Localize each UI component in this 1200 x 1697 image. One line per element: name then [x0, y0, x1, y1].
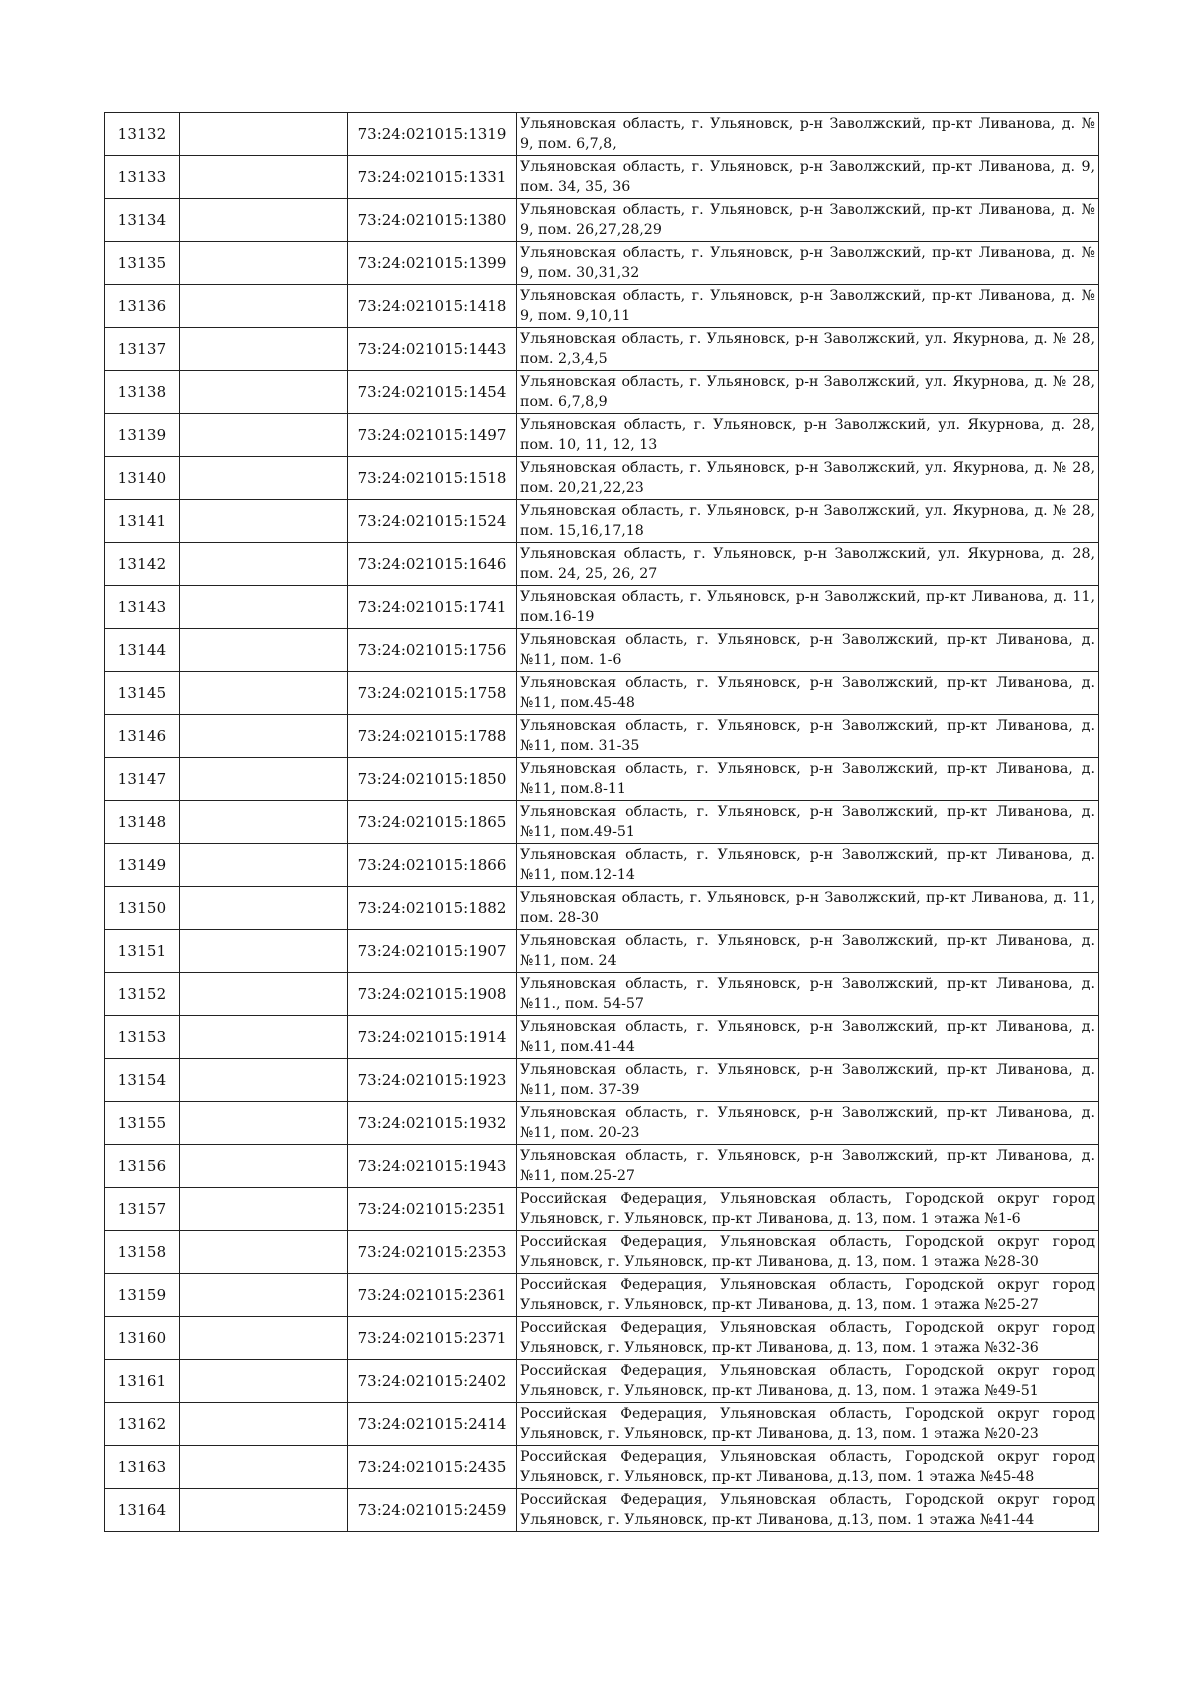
empty-cell: [180, 285, 348, 328]
row-number-cell: 13154: [105, 1059, 180, 1102]
cadastral-number-cell: 73:24:021015:2351: [348, 1188, 517, 1231]
cadastral-number-cell: 73:24:021015:1914: [348, 1016, 517, 1059]
table-body: [105, 113, 1099, 1532]
row-number-cell: 13138: [105, 371, 180, 414]
table-row: [105, 715, 1099, 758]
address-cell: Ульяновская область, г. Ульяновск, р-н Заволжский, ул. Якурнова, д. № 28, пом. 2,3,4,5: [517, 328, 1099, 371]
cadastral-number-cell: 73:24:021015:2353: [348, 1231, 517, 1274]
cadastral-number-cell: 73:24:021015:1524: [348, 500, 517, 543]
cadastral-number-cell: 73:24:021015:1850: [348, 758, 517, 801]
table-row: [105, 457, 1099, 500]
table-row: [105, 371, 1099, 414]
empty-cell: [180, 1274, 348, 1317]
address-cell: Ульяновская область, г. Ульяновск, р-н Заволжский, пр-кт Ливанова, д. №11., пом. 54-57: [517, 973, 1099, 1016]
address-cell: Российская Федерация, Ульяновская область, Городской округ город Ульяновск, г. Ульяновск, пр-кт Ливанова, д.13, пом. 1 этажа №45-48: [517, 1446, 1099, 1489]
address-cell: Российская Федерация, Ульяновская область, Городской округ город Ульяновск, г. Ульяновск, пр-кт Ливанова, д.13, пом. 1 этажа №41-44: [517, 1489, 1099, 1532]
cadastral-number-cell: 73:24:021015:1908: [348, 973, 517, 1016]
address-cell: Ульяновская область, г. Ульяновск, р-н Заволжский, пр-кт Ливанова, д. №11, пом. 20-23: [517, 1102, 1099, 1145]
cadastral-number-cell: 73:24:021015:1518: [348, 457, 517, 500]
address-cell: Ульяновская область, г. Ульяновск, р-н Заволжский, ул. Якурнова, д. № 28, пом. 15,16,17,18: [517, 500, 1099, 543]
empty-cell: [180, 672, 348, 715]
row-number-cell: 13162: [105, 1403, 180, 1446]
cadastral-number-cell: 73:24:021015:1331: [348, 156, 517, 199]
row-number-cell: 13140: [105, 457, 180, 500]
row-number-cell: 13136: [105, 285, 180, 328]
table-row: [105, 1016, 1099, 1059]
row-number-cell: 13161: [105, 1360, 180, 1403]
table-row: [105, 801, 1099, 844]
empty-cell: [180, 715, 348, 758]
row-number-cell: 13135: [105, 242, 180, 285]
cadastral-number-cell: 73:24:021015:2459: [348, 1489, 517, 1532]
cadastral-number-cell: 73:24:021015:2371: [348, 1317, 517, 1360]
empty-cell: [180, 1360, 348, 1403]
address-cell: Ульяновская область, г. Ульяновск, р-н Заволжский, ул. Якурнова, д. № 28, пом. 20,21,22,23: [517, 457, 1099, 500]
property-registry-table: [104, 112, 1099, 1532]
empty-cell: [180, 1188, 348, 1231]
table-row: [105, 1446, 1099, 1489]
address-cell: Ульяновская область, г. Ульяновск, р-н Заволжский, пр-кт Ливанова, д. №11, пом.45-48: [517, 672, 1099, 715]
cadastral-number-cell: 73:24:021015:1788: [348, 715, 517, 758]
table-row: [105, 543, 1099, 586]
row-number-cell: 13150: [105, 887, 180, 930]
row-number-cell: 13158: [105, 1231, 180, 1274]
empty-cell: [180, 414, 348, 457]
table-row: [105, 672, 1099, 715]
cadastral-number-cell: 73:24:021015:1646: [348, 543, 517, 586]
cadastral-number-cell: 73:24:021015:2361: [348, 1274, 517, 1317]
address-cell: Российская Федерация, Ульяновская область, Городской округ город Ульяновск, г. Ульяновск, пр-кт Ливанова, д. 13, пом. 1 этажа №1-6: [517, 1188, 1099, 1231]
row-number-cell: 13160: [105, 1317, 180, 1360]
empty-cell: [180, 887, 348, 930]
table-row: [105, 199, 1099, 242]
empty-cell: [180, 1489, 348, 1532]
row-number-cell: 13143: [105, 586, 180, 629]
address-cell: Ульяновская область, г. Ульяновск, р-н Заволжский, пр-кт Ливанова, д. 9, пом. 34, 35, 36: [517, 156, 1099, 199]
address-cell: Ульяновская область, г. Ульяновск, р-н Заволжский, пр-кт Ливанова, д. №11, пом. 37-39: [517, 1059, 1099, 1102]
cadastral-number-cell: 73:24:021015:1399: [348, 242, 517, 285]
table-row: [105, 500, 1099, 543]
cadastral-number-cell: 73:24:021015:1741: [348, 586, 517, 629]
cadastral-number-cell: 73:24:021015:1380: [348, 199, 517, 242]
row-number-cell: 13144: [105, 629, 180, 672]
row-number-cell: 13155: [105, 1102, 180, 1145]
address-cell: Ульяновская область, г. Ульяновск, р-н Заволжский, пр-кт Ливанова, д. № 9, пом. 30,31,32: [517, 242, 1099, 285]
empty-cell: [180, 930, 348, 973]
table-row: [105, 1188, 1099, 1231]
empty-cell: [180, 500, 348, 543]
table-row: [105, 156, 1099, 199]
cadastral-number-cell: 73:24:021015:1418: [348, 285, 517, 328]
row-number-cell: 13163: [105, 1446, 180, 1489]
empty-cell: [180, 1145, 348, 1188]
empty-cell: [180, 543, 348, 586]
empty-cell: [180, 973, 348, 1016]
cadastral-number-cell: 73:24:021015:1882: [348, 887, 517, 930]
cadastral-number-cell: 73:24:021015:1756: [348, 629, 517, 672]
empty-cell: [180, 1231, 348, 1274]
cadastral-number-cell: 73:24:021015:1454: [348, 371, 517, 414]
table-row: [105, 629, 1099, 672]
row-number-cell: 13145: [105, 672, 180, 715]
table-row: [105, 1059, 1099, 1102]
cadastral-number-cell: 73:24:021015:1943: [348, 1145, 517, 1188]
table-row: [105, 586, 1099, 629]
empty-cell: [180, 844, 348, 887]
address-cell: Российская Федерация, Ульяновская область, Городской округ город Ульяновск, г. Ульяновск, пр-кт Ливанова, д. 13, пом. 1 этажа №25-27: [517, 1274, 1099, 1317]
address-cell: Ульяновская область, г. Ульяновск, р-н Заволжский, пр-кт Ливанова, д. №11, пом.49-51: [517, 801, 1099, 844]
row-number-cell: 13132: [105, 113, 180, 156]
table-row: [105, 1231, 1099, 1274]
cadastral-number-cell: 73:24:021015:1932: [348, 1102, 517, 1145]
address-cell: Ульяновская область, г. Ульяновск, р-н Заволжский, ул. Якурнова, д. № 28, пом. 6,7,8,9: [517, 371, 1099, 414]
row-number-cell: 13139: [105, 414, 180, 457]
row-number-cell: 13146: [105, 715, 180, 758]
cadastral-number-cell: 73:24:021015:1443: [348, 328, 517, 371]
document-page: [104, 112, 1098, 1532]
address-cell: Ульяновская область, г. Ульяновск, р-н Заволжский, пр-кт Ливанова, д. № 9, пом. 6,7,8,: [517, 113, 1099, 156]
empty-cell: [180, 1446, 348, 1489]
address-cell: Российская Федерация, Ульяновская область, Городской округ город Ульяновск, г. Ульяновск, пр-кт Ливанова, д. 13, пом. 1 этажа №49-51: [517, 1360, 1099, 1403]
cadastral-number-cell: 73:24:021015:1923: [348, 1059, 517, 1102]
table-row: [105, 887, 1099, 930]
table-row: [105, 414, 1099, 457]
cadastral-number-cell: 73:24:021015:1907: [348, 930, 517, 973]
empty-cell: [180, 1317, 348, 1360]
table-row: [105, 1274, 1099, 1317]
row-number-cell: 13153: [105, 1016, 180, 1059]
empty-cell: [180, 242, 348, 285]
table-row: [105, 973, 1099, 1016]
address-cell: Российская Федерация, Ульяновская область, Городской округ город Ульяновск, г. Ульяновск, пр-кт Ливанова, д. 13, пом. 1 этажа №32-36: [517, 1317, 1099, 1360]
row-number-cell: 13152: [105, 973, 180, 1016]
cadastral-number-cell: 73:24:021015:1865: [348, 801, 517, 844]
table-row: [105, 1145, 1099, 1188]
address-cell: Ульяновская область, г. Ульяновск, р-н Заволжский, пр-кт Ливанова, д. 11, пом.16-19: [517, 586, 1099, 629]
cadastral-number-cell: 73:24:021015:1866: [348, 844, 517, 887]
empty-cell: [180, 457, 348, 500]
row-number-cell: 13159: [105, 1274, 180, 1317]
table-row: [105, 285, 1099, 328]
address-cell: Ульяновская область, г. Ульяновск, р-н Заволжский, пр-кт Ливанова, д. №11, пом. 1-6: [517, 629, 1099, 672]
address-cell: Ульяновская область, г. Ульяновск, р-н Заволжский, ул. Якурнова, д. 28, пом. 24, 25, 26, 27: [517, 543, 1099, 586]
cadastral-number-cell: 73:24:021015:2402: [348, 1360, 517, 1403]
row-number-cell: 13133: [105, 156, 180, 199]
address-cell: Ульяновская область, г. Ульяновск, р-н Заволжский, пр-кт Ливанова, д. №11, пом.25-27: [517, 1145, 1099, 1188]
cadastral-number-cell: 73:24:021015:1319: [348, 113, 517, 156]
address-cell: Ульяновская область, г. Ульяновск, р-н Заволжский, пр-кт Ливанова, д. 11, пом. 28-30: [517, 887, 1099, 930]
table-row: [105, 113, 1099, 156]
address-cell: Ульяновская область, г. Ульяновск, р-н Заволжский, пр-кт Ливанова, д. № 9, пом. 9,10,11: [517, 285, 1099, 328]
empty-cell: [180, 156, 348, 199]
empty-cell: [180, 113, 348, 156]
table-row: [105, 1403, 1099, 1446]
address-cell: Российская Федерация, Ульяновская область, Городской округ город Ульяновск, г. Ульяновск, пр-кт Ливанова, д. 13, пом. 1 этажа №20-23: [517, 1403, 1099, 1446]
address-cell: Ульяновская область, г. Ульяновск, р-н Заволжский, пр-кт Ливанова, д. №11, пом. 24: [517, 930, 1099, 973]
cadastral-number-cell: 73:24:021015:1497: [348, 414, 517, 457]
table-row: [105, 758, 1099, 801]
row-number-cell: 13157: [105, 1188, 180, 1231]
empty-cell: [180, 199, 348, 242]
cadastral-number-cell: 73:24:021015:2435: [348, 1446, 517, 1489]
table-row: [105, 1102, 1099, 1145]
empty-cell: [180, 1102, 348, 1145]
table-row: [105, 328, 1099, 371]
table-row: [105, 844, 1099, 887]
row-number-cell: 13148: [105, 801, 180, 844]
address-cell: Ульяновская область, г. Ульяновск, р-н Заволжский, ул. Якурнова, д. 28, пом. 10, 11, 12, 13: [517, 414, 1099, 457]
empty-cell: [180, 1016, 348, 1059]
table-row: [105, 1360, 1099, 1403]
empty-cell: [180, 801, 348, 844]
table-row: [105, 930, 1099, 973]
row-number-cell: 13156: [105, 1145, 180, 1188]
row-number-cell: 13134: [105, 199, 180, 242]
row-number-cell: 13147: [105, 758, 180, 801]
cadastral-number-cell: 73:24:021015:1758: [348, 672, 517, 715]
row-number-cell: 13142: [105, 543, 180, 586]
row-number-cell: 13149: [105, 844, 180, 887]
address-cell: Ульяновская область, г. Ульяновск, р-н Заволжский, пр-кт Ливанова, д. №11, пом.12-14: [517, 844, 1099, 887]
empty-cell: [180, 371, 348, 414]
table-row: [105, 1489, 1099, 1532]
address-cell: Ульяновская область, г. Ульяновск, р-н Заволжский, пр-кт Ливанова, д. №11, пом.8-11: [517, 758, 1099, 801]
row-number-cell: 13164: [105, 1489, 180, 1532]
address-cell: Ульяновская область, г. Ульяновск, р-н Заволжский, пр-кт Ливанова, д. №11, пом.41-44: [517, 1016, 1099, 1059]
empty-cell: [180, 328, 348, 371]
address-cell: Ульяновская область, г. Ульяновск, р-н Заволжский, пр-кт Ливанова, д. №11, пом. 31-35: [517, 715, 1099, 758]
table-row: [105, 1317, 1099, 1360]
address-cell: Ульяновская область, г. Ульяновск, р-н Заволжский, пр-кт Ливанова, д. № 9, пом. 26,27,28,29: [517, 199, 1099, 242]
row-number-cell: 13137: [105, 328, 180, 371]
address-cell: Российская Федерация, Ульяновская область, Городской округ город Ульяновск, г. Ульяновск, пр-кт Ливанова, д. 13, пом. 1 этажа №28-30: [517, 1231, 1099, 1274]
empty-cell: [180, 586, 348, 629]
row-number-cell: 13151: [105, 930, 180, 973]
row-number-cell: 13141: [105, 500, 180, 543]
cadastral-number-cell: 73:24:021015:2414: [348, 1403, 517, 1446]
empty-cell: [180, 1059, 348, 1102]
empty-cell: [180, 1403, 348, 1446]
empty-cell: [180, 629, 348, 672]
table-row: [105, 242, 1099, 285]
empty-cell: [180, 758, 348, 801]
